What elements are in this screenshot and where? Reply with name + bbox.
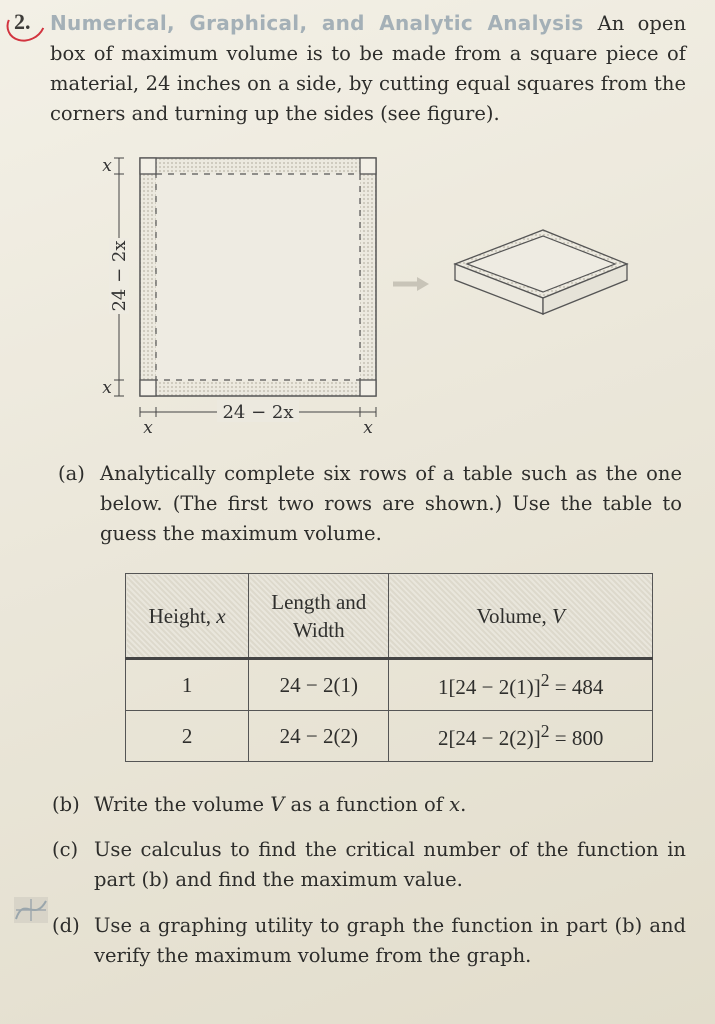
part-b-text-before: Write the volume xyxy=(94,793,271,816)
header-height-text: Height, xyxy=(148,603,212,628)
volume-result: = 484 xyxy=(549,675,604,699)
part-b-text xyxy=(94,790,682,820)
volume-table xyxy=(125,573,653,762)
part-b xyxy=(52,790,682,820)
box-figure xyxy=(95,150,655,440)
part-b-text-after: . xyxy=(460,793,467,816)
part-d-label: (d) xyxy=(52,914,80,937)
part-a-label: (a) xyxy=(58,462,85,485)
header-height xyxy=(126,574,249,659)
volume-result: = 800 xyxy=(549,726,604,750)
cell-height: 2 xyxy=(126,711,249,762)
x-label-left-bottom: x xyxy=(143,418,153,438)
header-length-width xyxy=(249,574,389,659)
problem-number: 2. xyxy=(14,9,31,34)
fold-arrow xyxy=(393,277,429,291)
cell-length-width: 24 − 2(1) xyxy=(249,659,389,711)
problem-title: Numerical, Graphical, and Analytic Analysis xyxy=(50,11,584,35)
problem-number-circled xyxy=(6,7,46,41)
vertical-dimension xyxy=(102,156,130,398)
part-d xyxy=(52,911,686,971)
header-height-var: x xyxy=(216,603,226,628)
part-b-var-v: V xyxy=(270,793,285,816)
x-label-top: x xyxy=(102,156,112,176)
x-label-bottom: x xyxy=(102,378,112,398)
x-label-right-bottom: x xyxy=(363,418,373,438)
part-b-var-x: x xyxy=(449,793,461,816)
part-a-text: Analytically complete six rows of a table such as the one below. (The first two rows are shown.) Use the table to guess the maximum volume. xyxy=(100,462,682,545)
horizontal-dimension xyxy=(140,400,376,438)
header-length-line1: Length and xyxy=(271,589,367,614)
table-row xyxy=(126,711,653,762)
problem-statement-block xyxy=(50,8,686,129)
table-row xyxy=(126,659,653,711)
cell-volume xyxy=(389,711,653,762)
volume-exponent: 2 xyxy=(540,721,550,741)
volume-base: 2[24 − 2(2)] xyxy=(437,726,541,750)
cell-length-width: 24 − 2(2) xyxy=(249,711,389,762)
volume-base: 1[24 − 2(1)] xyxy=(437,675,541,699)
horizontal-side-label: 24 − 2x xyxy=(222,402,294,423)
part-c xyxy=(52,835,686,895)
header-volume xyxy=(389,574,653,659)
header-length-line2: Width xyxy=(292,617,345,642)
graphing-utility-icon xyxy=(12,893,52,927)
part-b-label: (b) xyxy=(52,793,80,816)
part-c-text: Use calculus to find the critical number of the function in part (b) and find the maximum value. xyxy=(94,838,686,891)
cell-volume xyxy=(389,659,653,711)
cell-height: 1 xyxy=(126,659,249,711)
header-volume-text: Volume, xyxy=(476,603,547,628)
part-c-label: (c) xyxy=(52,838,79,861)
flat-sheet-diagram xyxy=(140,158,376,396)
problem-statement: An open box of maximum volume is to be made from a square piece of material, 24 inches on a side, by cutting equal squares from the corners and turning up the sides (see figure). xyxy=(50,12,686,125)
table-header-row xyxy=(126,574,653,659)
part-a xyxy=(58,459,682,549)
part-d-text: Use a graphing utility to graph the function in part (b) and verify the maximum volume from the graph. xyxy=(94,914,686,967)
volume-exponent: 2 xyxy=(540,670,550,690)
vertical-side-label: 24 − 2x xyxy=(109,240,130,312)
open-box-diagram xyxy=(455,230,627,314)
part-b-text-middle: as a function of xyxy=(284,793,450,816)
header-volume-var: V xyxy=(551,603,565,628)
